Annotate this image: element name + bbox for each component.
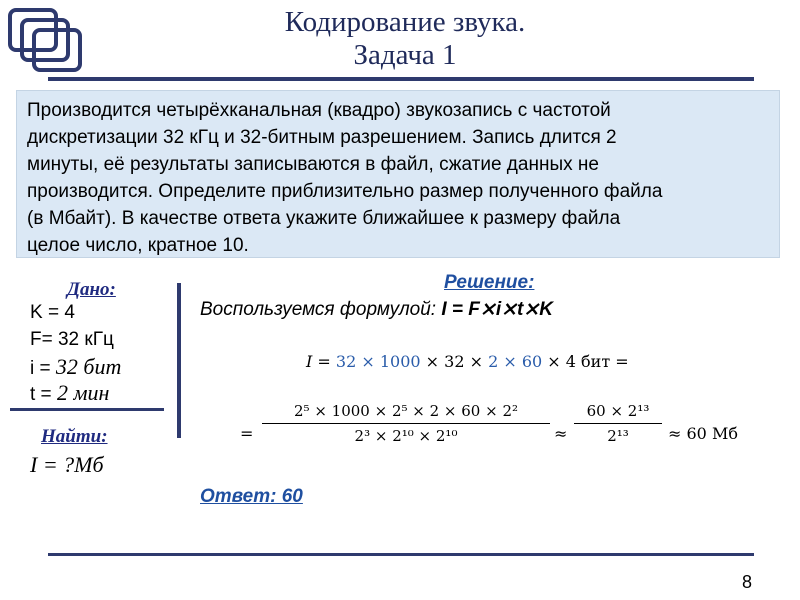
given-f: F= 32 кГц — [30, 329, 114, 350]
find-heading: Найти: — [41, 426, 108, 447]
fraction-2 — [574, 402, 662, 445]
fraction-2-bar — [574, 423, 662, 424]
title-line-1: Кодирование звука. — [284, 6, 526, 38]
answer: Ответ: 60 — [200, 486, 303, 507]
task-line: производится. Определите приблизительно размер полученного файла — [27, 181, 663, 202]
calc-term-a: 32 × 1000 — [335, 352, 421, 371]
slide-title — [220, 6, 590, 72]
approx-sign: ≈ — [554, 424, 568, 443]
given-divider — [10, 408, 164, 411]
formula-line — [200, 298, 553, 321]
top-divider — [48, 77, 754, 81]
solution-heading: Решение: — [444, 272, 535, 293]
fraction-2-denominator: 2¹³ — [607, 427, 629, 445]
calc-term-d: × 4 бит = — [542, 352, 629, 371]
title-line-2: Задача 1 — [353, 39, 457, 71]
calc-term-c: 2 × 60 — [488, 352, 543, 371]
given-t-prefix: t = — [30, 384, 57, 405]
fraction-1-denominator: 2³ × 2¹⁰ × 2¹⁰ — [354, 427, 458, 445]
calc-result: ≈ 60 Мб — [668, 424, 738, 443]
task-line: Производится четырёхканальная (квадро) звукозапись с частотой — [27, 100, 611, 121]
vertical-divider — [177, 283, 181, 438]
task-line: (в Мбайт). В качестве ответа укажите ближайшее к размеру файла — [27, 208, 621, 229]
task-line: дискретизации 32 кГц и 32-битным разрешением. Запись длится 2 — [27, 127, 617, 148]
formula-text: Воспользуемся формулой: — [200, 299, 442, 320]
task-line: минуты, её результаты записываются в файл, сжатие данных не — [27, 154, 599, 175]
calc-term-b: × 32 × — [420, 352, 489, 371]
bottom-divider — [48, 553, 754, 556]
page-number: 8 — [742, 572, 753, 592]
given-i-value: 32 бит — [55, 354, 122, 379]
fraction-1-bar — [262, 423, 550, 424]
fraction-2-numerator: 60 × 2¹³ — [586, 402, 650, 420]
given-i-prefix: i = — [30, 358, 56, 379]
given-heading: Дано: — [67, 279, 116, 300]
calc-lhs: I = — [306, 352, 336, 371]
given-t-value: 2 мин — [56, 380, 110, 405]
task-box — [16, 90, 780, 258]
fraction-1-numerator: 2⁵ × 1000 × 2⁵ × 2 × 60 × 2² — [294, 402, 518, 420]
find-value: I = ?Мб — [30, 452, 104, 477]
calc-line-1 — [306, 352, 629, 371]
logo-icon — [6, 6, 86, 76]
given-i — [30, 354, 121, 380]
formula-expression: I = F⨯i⨯t⨯K — [441, 299, 553, 320]
task-line: целое число, кратное 10. — [27, 235, 249, 256]
fraction-1 — [262, 402, 550, 445]
calc-equals: = — [240, 424, 254, 443]
given-k: K = 4 — [30, 302, 75, 323]
given-t — [30, 380, 109, 406]
